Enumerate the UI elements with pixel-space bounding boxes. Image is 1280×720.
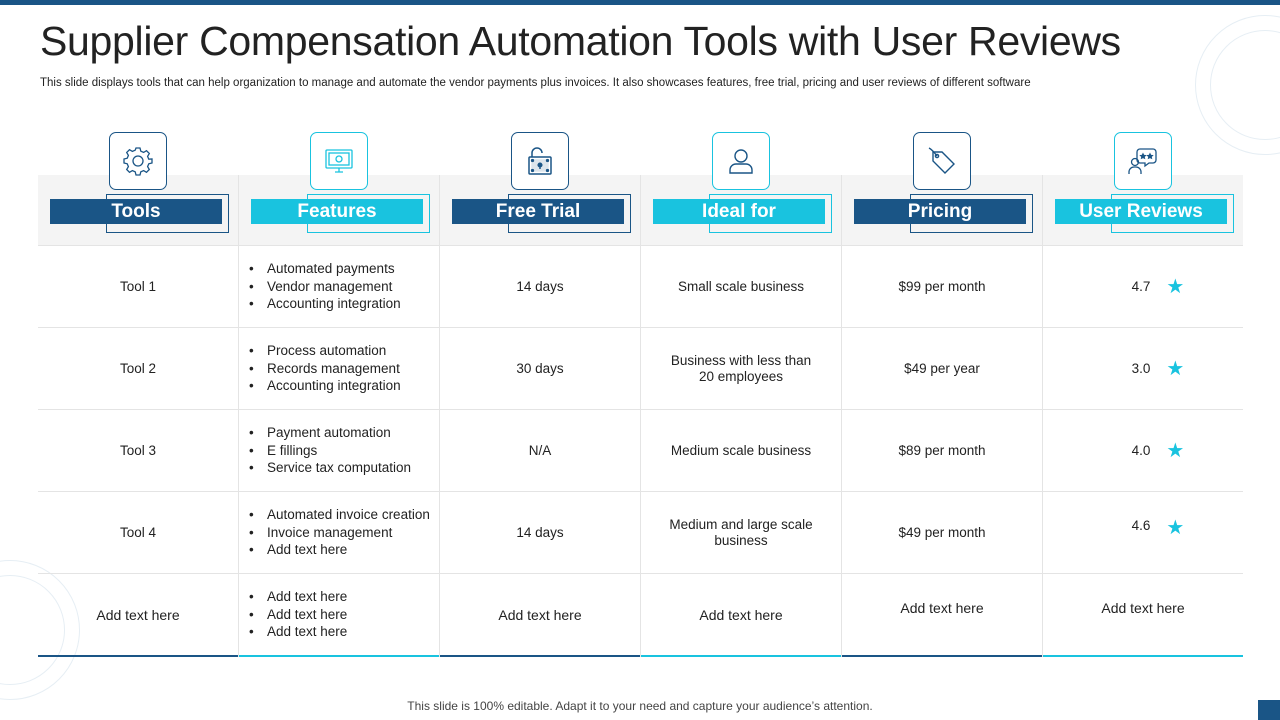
tool-name: Add text here: [96, 606, 180, 623]
star-icon: ★: [1166, 439, 1185, 462]
list-item: • Add text here: [247, 588, 347, 606]
list-item: • Automated payments: [247, 260, 401, 278]
page-title: Supplier Compensation Automation Tools with User Reviews: [40, 18, 1121, 64]
table-cell: [1043, 327, 1243, 409]
feature-list: [247, 506, 430, 559]
trial-value: N/A: [528, 442, 552, 458]
star-icon: ★: [1166, 275, 1185, 298]
icon-box: [109, 132, 167, 190]
monitor-icon: [322, 144, 356, 178]
comparison-table: [38, 175, 1243, 657]
gear-icon: [121, 144, 155, 178]
price-value: $49 per year: [904, 360, 980, 376]
column-ideal-for: [641, 175, 842, 657]
column-label-pricing: Pricing: [854, 199, 1026, 224]
ideal-value: Add text here: [699, 606, 783, 623]
list-item: • Invoice management: [247, 524, 430, 542]
table-cell: [239, 573, 439, 655]
column-free-trial: [440, 175, 641, 657]
column-bottom-line: [641, 655, 841, 657]
icon-box: [913, 132, 971, 190]
unlock-icon: [523, 144, 557, 178]
list-item: • Accounting integration: [247, 295, 401, 313]
list-item: • Records management: [247, 360, 401, 378]
table-cell: [842, 573, 1042, 655]
trial-value: 14 days: [516, 524, 564, 540]
user-icon: [724, 144, 758, 178]
list-item: • Vendor management: [247, 278, 401, 296]
feature-list: [247, 588, 347, 641]
corner-accent: [1258, 700, 1280, 720]
rating: [1132, 277, 1185, 297]
table-cell: [842, 327, 1042, 409]
table-cell: [641, 573, 841, 655]
icon-box: [1114, 132, 1172, 190]
page-subtitle: This slide displays tools that can help organization to manage and automate the vendor payments plus invoices. It also showcases features, free trial, pricing and user reviews of different software: [40, 77, 1031, 89]
rating-value: 3.0: [1131, 360, 1151, 376]
trial-value: Add text here: [498, 606, 582, 623]
top-accent-bar: [0, 0, 1280, 5]
tool-name: Tool 2: [119, 360, 157, 376]
list-item: • Process automation: [247, 342, 401, 360]
trial-value: 30 days: [516, 360, 564, 376]
column-pricing: [842, 175, 1043, 657]
column-bottom-line: [239, 655, 439, 657]
price-value: $49 per month: [898, 524, 986, 540]
table-cell: [641, 491, 841, 573]
table-cell: [38, 409, 238, 491]
table-cell: [239, 491, 439, 573]
feature-list: [247, 342, 401, 395]
column-features: [239, 175, 440, 657]
table-cell: [440, 327, 640, 409]
list-item: • Add text here: [247, 541, 430, 559]
table-cell: [842, 491, 1042, 573]
table-cell: [239, 409, 439, 491]
table-cell: [440, 409, 640, 491]
table-cell: [38, 491, 238, 573]
list-item: • Automated invoice creation: [247, 506, 430, 524]
table-cell: [641, 327, 841, 409]
price-value: Add text here: [900, 600, 984, 616]
list-item: • Accounting integration: [247, 377, 401, 395]
table-cell: [38, 327, 238, 409]
ideal-value: Medium scale business: [670, 442, 812, 458]
column-bottom-line: [1043, 655, 1243, 657]
table-cell: [641, 409, 841, 491]
rating-value: 4.6: [1131, 518, 1151, 533]
column-tools: [38, 175, 239, 657]
ideal-value: Small scale business: [677, 278, 805, 294]
column-label-ideal-for: Ideal for: [653, 199, 825, 224]
column-label-tools: Tools: [50, 199, 222, 224]
list-item: • Add text here: [247, 606, 347, 624]
table-cell: [239, 327, 439, 409]
list-item: • E fillings: [247, 442, 411, 460]
price-value: $99 per month: [898, 278, 986, 294]
feature-list: [247, 424, 411, 477]
rating: [1132, 441, 1185, 461]
column-bottom-line: [842, 655, 1042, 657]
price-value: $89 per month: [898, 442, 986, 458]
column-bottom-line: [38, 655, 238, 657]
table-cell: [239, 245, 439, 327]
footer-note: This slide is 100% editable. Adapt it to your need and capture your audience’s attention.: [407, 699, 873, 713]
tool-name: Tool 3: [119, 442, 157, 458]
rating-value: Add text here: [1101, 600, 1185, 616]
ideal-value: Business with less than 20 employees: [670, 352, 812, 384]
list-item: • Payment automation: [247, 424, 411, 442]
column-label-user-reviews: User Reviews: [1055, 199, 1227, 224]
column-label-free-trial: Free Trial: [452, 199, 624, 224]
column-user-reviews: [1043, 175, 1243, 657]
table-cell: [38, 245, 238, 327]
table-cell: [842, 245, 1042, 327]
table-cell: [1043, 573, 1243, 655]
tool-name: Tool 1: [119, 278, 157, 294]
feature-list: [247, 260, 401, 313]
rating-value: 4.7: [1131, 278, 1151, 294]
star-icon: ★: [1166, 517, 1185, 539]
list-item: • Add text here: [247, 623, 347, 641]
table-cell: [1043, 245, 1243, 327]
ideal-value: Medium and large scale business: [669, 516, 813, 548]
table-cell: [1043, 409, 1243, 491]
rating: [1132, 514, 1185, 538]
review-icon: [1126, 144, 1160, 178]
rating-value: 4.0: [1131, 442, 1151, 458]
tool-name: Tool 4: [119, 524, 157, 540]
price-tag-icon: [925, 144, 959, 178]
column-bottom-line: [440, 655, 640, 657]
table-cell: [440, 245, 640, 327]
column-label-features: Features: [251, 199, 423, 224]
rating: [1132, 359, 1185, 379]
table-cell: [842, 409, 1042, 491]
table-cell: [440, 491, 640, 573]
list-item: • Service tax computation: [247, 459, 411, 477]
table-cell: [1043, 491, 1243, 573]
table-cell: [38, 573, 238, 655]
star-icon: ★: [1166, 357, 1185, 380]
table-cell: [641, 245, 841, 327]
icon-box: [511, 132, 569, 190]
icon-box: [310, 132, 368, 190]
trial-value: 14 days: [516, 278, 564, 294]
table-cell: [440, 573, 640, 655]
icon-box: [712, 132, 770, 190]
